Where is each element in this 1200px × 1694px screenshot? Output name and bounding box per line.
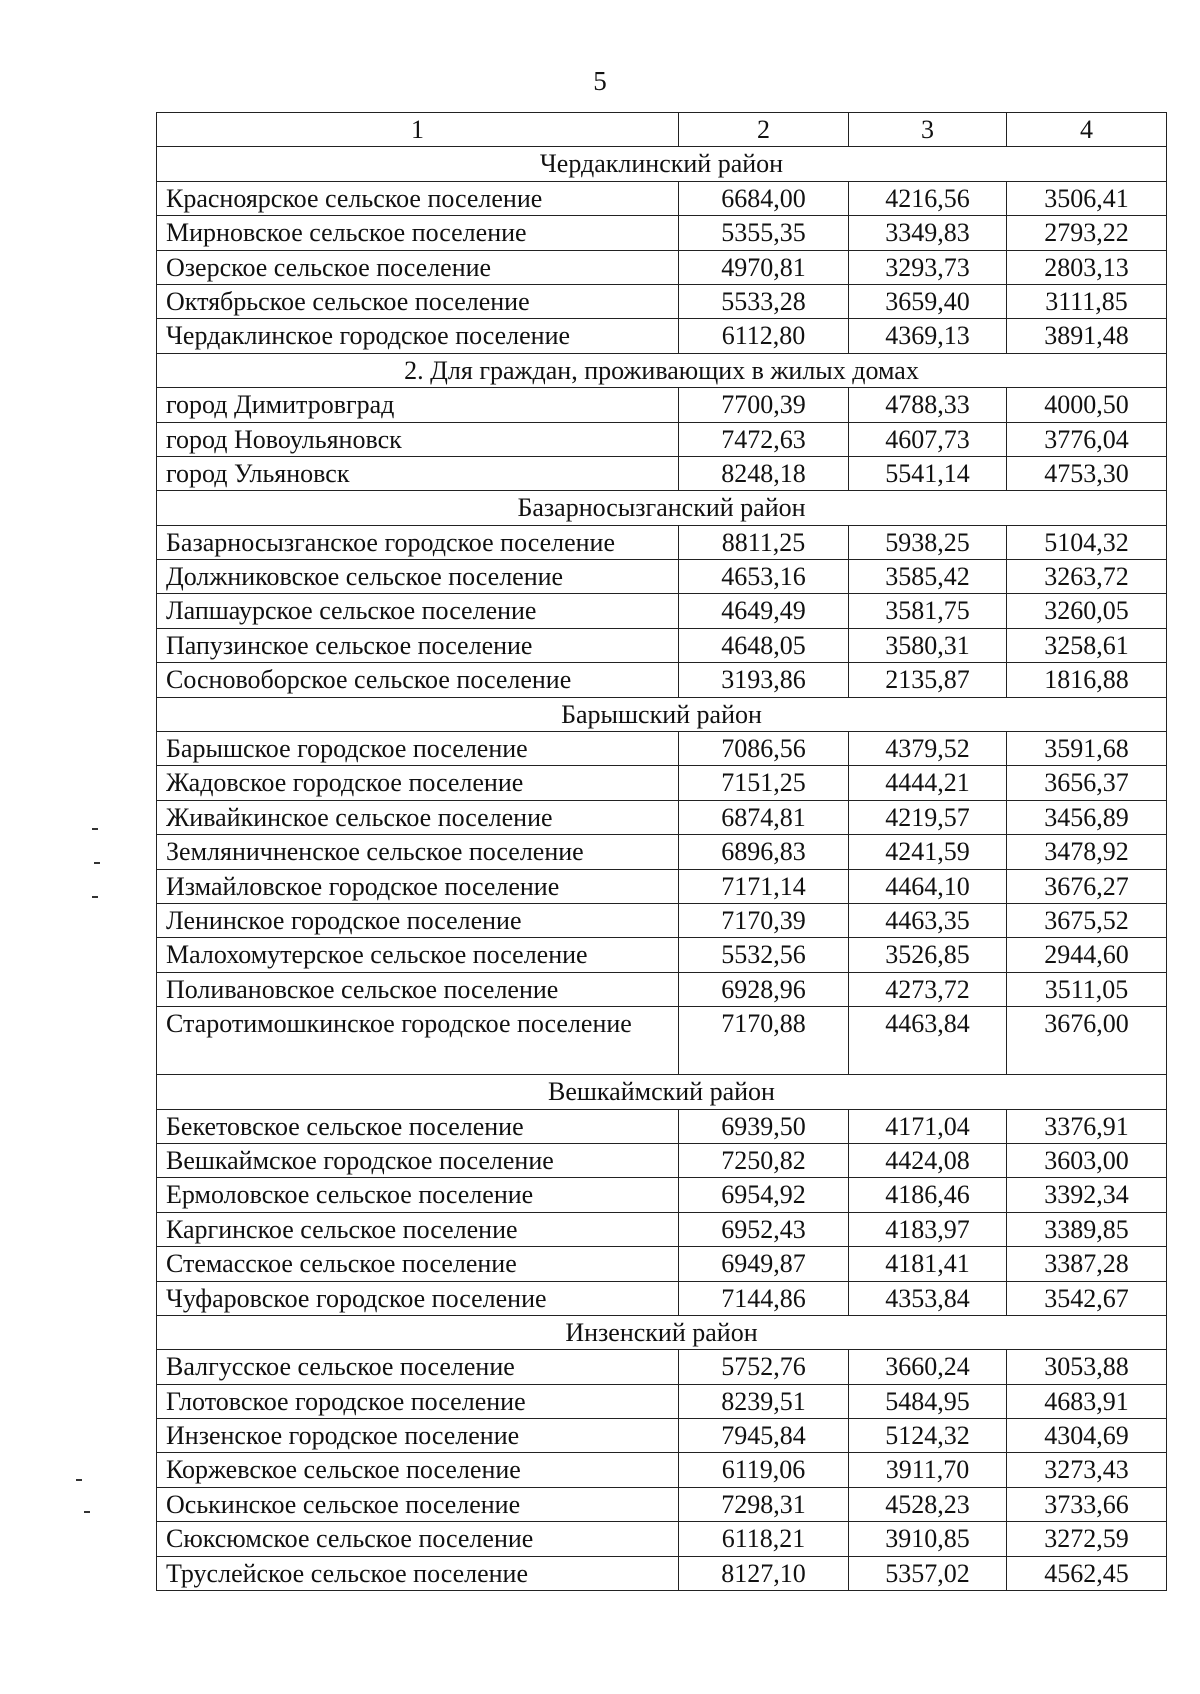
value-col-4: 5104,32 [1007,525,1167,559]
value-col-2: 6928,96 [679,972,849,1006]
value-col-2: 6949,87 [679,1247,849,1281]
value-col-4: 3776,04 [1007,422,1167,456]
value-col-2: 4970,81 [679,250,849,284]
value-col-2: 7700,39 [679,388,849,422]
value-col-2: 6939,50 [679,1109,849,1143]
section-row [157,147,1167,181]
table-row [157,903,1167,937]
value-col-4: 3273,43 [1007,1453,1167,1487]
settlement-name: Озерское сельское поселение [157,250,679,284]
value-col-4: 1816,88 [1007,663,1167,697]
value-col-2: 5533,28 [679,284,849,318]
settlement-name: Лапшаурское сельское поселение [157,594,679,628]
value-col-4: 4683,91 [1007,1384,1167,1418]
scan-mark [92,828,98,830]
page-number: 5 [593,66,607,96]
header-cell-4: 4 [1007,113,1167,147]
settlement-name: Папузинское сельское поселение [157,628,679,662]
settlement-name: Чуфаровское городское поселение [157,1281,679,1315]
settlement-name: Измайловское городское поселение [157,869,679,903]
value-col-2: 4648,05 [679,628,849,662]
value-col-4: 3111,85 [1007,284,1167,318]
value-col-2: 7171,14 [679,869,849,903]
settlement-name: Валгусское сельское поселение [157,1350,679,1384]
table-row [157,1384,1167,1418]
table-row [157,216,1167,250]
table-row [157,456,1167,490]
value-col-2: 8127,10 [679,1556,849,1590]
value-col-3: 3911,70 [849,1453,1007,1487]
value-col-3: 4444,21 [849,766,1007,800]
value-col-3: 4171,04 [849,1109,1007,1143]
value-col-2: 5752,76 [679,1350,849,1384]
settlement-name: Ермоловское сельское поселение [157,1178,679,1212]
section-title: Базарносызганский район [157,491,1167,525]
value-col-2: 6952,43 [679,1212,849,1246]
value-col-2: 6118,21 [679,1522,849,1556]
value-col-4: 4753,30 [1007,456,1167,490]
value-col-3: 3581,75 [849,594,1007,628]
settlement-name: Труслейское сельское поселение [157,1556,679,1590]
section-title: Чердаклинский район [157,147,1167,181]
value-col-3: 4379,52 [849,732,1007,766]
value-col-3: 5938,25 [849,525,1007,559]
value-col-4: 3733,66 [1007,1487,1167,1521]
section-row [157,1315,1167,1349]
settlement-name: Базарносызганское городское поселение [157,525,679,559]
value-col-4: 3272,59 [1007,1522,1167,1556]
value-col-2: 5532,56 [679,938,849,972]
settlement-name: Глотовское городское поселение [157,1384,679,1418]
table-row [157,319,1167,353]
settlement-name: Вешкаймское городское поселение [157,1143,679,1177]
value-col-3: 3585,42 [849,560,1007,594]
value-col-4: 3376,91 [1007,1109,1167,1143]
value-col-3: 4216,56 [849,181,1007,215]
scan-mark [92,896,98,898]
section-row [157,697,1167,731]
table-row [157,250,1167,284]
value-col-3: 4353,84 [849,1281,1007,1315]
value-col-3: 4528,23 [849,1487,1007,1521]
value-col-4: 3676,00 [1007,1007,1167,1075]
settlement-name: Поливановское сельское поселение [157,972,679,1006]
value-col-3: 3659,40 [849,284,1007,318]
table-row [157,869,1167,903]
header-row [157,113,1167,147]
table-row [157,1247,1167,1281]
settlement-name: Малохомутерское сельское поселение [157,938,679,972]
value-col-3: 4464,10 [849,869,1007,903]
table-row [157,1143,1167,1177]
value-col-2: 4653,16 [679,560,849,594]
scan-mark [76,1479,82,1481]
table-body [157,113,1167,1591]
settlement-name: Ленинское городское поселение [157,903,679,937]
value-col-2: 7144,86 [679,1281,849,1315]
table-row [157,594,1167,628]
value-col-2: 7945,84 [679,1419,849,1453]
value-col-2: 6896,83 [679,835,849,869]
table-row [157,1281,1167,1315]
value-col-4: 3656,37 [1007,766,1167,800]
value-col-4: 3392,34 [1007,1178,1167,1212]
value-col-2: 7298,31 [679,1487,849,1521]
table-row [157,766,1167,800]
table-row [157,835,1167,869]
value-col-3: 4607,73 [849,422,1007,456]
settlement-name: Мирновское сельское поселение [157,216,679,250]
value-col-3: 4369,13 [849,319,1007,353]
table-row [157,1007,1167,1075]
section-title: 2. Для граждан, проживающих в жилых домах [157,353,1167,387]
table-row [157,1453,1167,1487]
value-col-2: 8811,25 [679,525,849,559]
value-col-2: 8239,51 [679,1384,849,1418]
scan-mark [84,1511,90,1513]
value-col-2: 3193,86 [679,663,849,697]
settlement-name: Инзенское городское поселение [157,1419,679,1453]
value-col-2: 7151,25 [679,766,849,800]
value-col-4: 3389,85 [1007,1212,1167,1246]
settlement-name: Сосновоборское сельское поселение [157,663,679,697]
table-row [157,972,1167,1006]
value-col-2: 6684,00 [679,181,849,215]
settlement-name: Сюксюмское сельское поселение [157,1522,679,1556]
section-title: Барышский район [157,697,1167,731]
value-col-4: 3591,68 [1007,732,1167,766]
settlement-name: Барышское городское поселение [157,732,679,766]
settlement-name: Должниковское сельское поселение [157,560,679,594]
value-col-2: 7250,82 [679,1143,849,1177]
value-col-3: 4424,08 [849,1143,1007,1177]
table-row [157,284,1167,318]
value-col-2: 7170,88 [679,1007,849,1075]
settlement-name: город Ульяновск [157,456,679,490]
value-col-3: 3910,85 [849,1522,1007,1556]
value-col-2: 6119,06 [679,1453,849,1487]
settlement-name: город Димитровград [157,388,679,422]
value-col-2: 7170,39 [679,903,849,937]
value-col-3: 3349,83 [849,216,1007,250]
table-row [157,560,1167,594]
settlement-name: Коржевское сельское поселение [157,1453,679,1487]
settlement-name: Жадовское городское поселение [157,766,679,800]
table-row [157,1212,1167,1246]
table-row [157,1556,1167,1590]
value-col-3: 4181,41 [849,1247,1007,1281]
value-col-4: 3891,48 [1007,319,1167,353]
value-col-3: 3526,85 [849,938,1007,972]
table-row [157,663,1167,697]
value-col-3: 4273,72 [849,972,1007,1006]
value-col-3: 4788,33 [849,388,1007,422]
section-row [157,1075,1167,1109]
value-col-4: 3258,61 [1007,628,1167,662]
value-col-2: 7086,56 [679,732,849,766]
table-row [157,628,1167,662]
value-col-3: 3660,24 [849,1350,1007,1384]
value-col-4: 3260,05 [1007,594,1167,628]
value-col-3: 5357,02 [849,1556,1007,1590]
settlement-name: Оськинское сельское поселение [157,1487,679,1521]
table-row [157,388,1167,422]
settlement-name: Старотимошкинское городское поселение [157,1007,679,1075]
section-row [157,353,1167,387]
value-col-4: 3542,67 [1007,1281,1167,1315]
value-col-3: 5541,14 [849,456,1007,490]
settlement-name: Каргинское сельское поселение [157,1212,679,1246]
settlement-name: Земляничненское сельское поселение [157,835,679,869]
value-col-4: 3263,72 [1007,560,1167,594]
value-col-4: 3676,27 [1007,869,1167,903]
value-col-3: 4219,57 [849,800,1007,834]
value-col-4: 3053,88 [1007,1350,1167,1384]
settlement-name: Октябрьское сельское поселение [157,284,679,318]
value-col-4: 2944,60 [1007,938,1167,972]
value-col-4: 4304,69 [1007,1419,1167,1453]
value-col-4: 3478,92 [1007,835,1167,869]
value-col-3: 4241,59 [849,835,1007,869]
table-row [157,938,1167,972]
table-row [157,1350,1167,1384]
section-row [157,491,1167,525]
scan-mark [94,862,100,864]
header-cell-3: 3 [849,113,1007,147]
value-col-2: 6112,80 [679,319,849,353]
section-title: Инзенский район [157,1315,1167,1349]
value-col-4: 4562,45 [1007,1556,1167,1590]
value-col-3: 4186,46 [849,1178,1007,1212]
table-row [157,800,1167,834]
table-row [157,181,1167,215]
tariff-table [156,112,1167,1591]
table-row [157,422,1167,456]
value-col-3: 4183,97 [849,1212,1007,1246]
settlement-name: Живайкинское сельское поселение [157,800,679,834]
value-col-4: 3675,52 [1007,903,1167,937]
settlement-name: город Новоульяновск [157,422,679,456]
value-col-2: 7472,63 [679,422,849,456]
value-col-3: 4463,35 [849,903,1007,937]
header-cell-2: 2 [679,113,849,147]
value-col-3: 2135,87 [849,663,1007,697]
value-col-2: 4649,49 [679,594,849,628]
value-col-2: 6954,92 [679,1178,849,1212]
table-row [157,1419,1167,1453]
value-col-2: 5355,35 [679,216,849,250]
table-row [157,525,1167,559]
value-col-2: 8248,18 [679,456,849,490]
value-col-3: 5124,32 [849,1419,1007,1453]
value-col-3: 3293,73 [849,250,1007,284]
table-row [157,1487,1167,1521]
settlement-name: Бекетовское сельское поселение [157,1109,679,1143]
table-row [157,1109,1167,1143]
value-col-3: 5484,95 [849,1384,1007,1418]
value-col-4: 3387,28 [1007,1247,1167,1281]
value-col-2: 6874,81 [679,800,849,834]
value-col-3: 3580,31 [849,628,1007,662]
table-row [157,1178,1167,1212]
value-col-3: 4463,84 [849,1007,1007,1075]
value-col-4: 4000,50 [1007,388,1167,422]
table-row [157,732,1167,766]
section-title: Вешкаймский район [157,1075,1167,1109]
header-cell-1: 1 [157,113,679,147]
value-col-4: 3506,41 [1007,181,1167,215]
settlement-name: Стемасское сельское поселение [157,1247,679,1281]
value-col-4: 3456,89 [1007,800,1167,834]
value-col-4: 3603,00 [1007,1143,1167,1177]
table-row [157,1522,1167,1556]
settlement-name: Чердаклинское городское поселение [157,319,679,353]
value-col-4: 3511,05 [1007,972,1167,1006]
value-col-4: 2803,13 [1007,250,1167,284]
value-col-4: 2793,22 [1007,216,1167,250]
settlement-name: Красноярское сельское поселение [157,181,679,215]
